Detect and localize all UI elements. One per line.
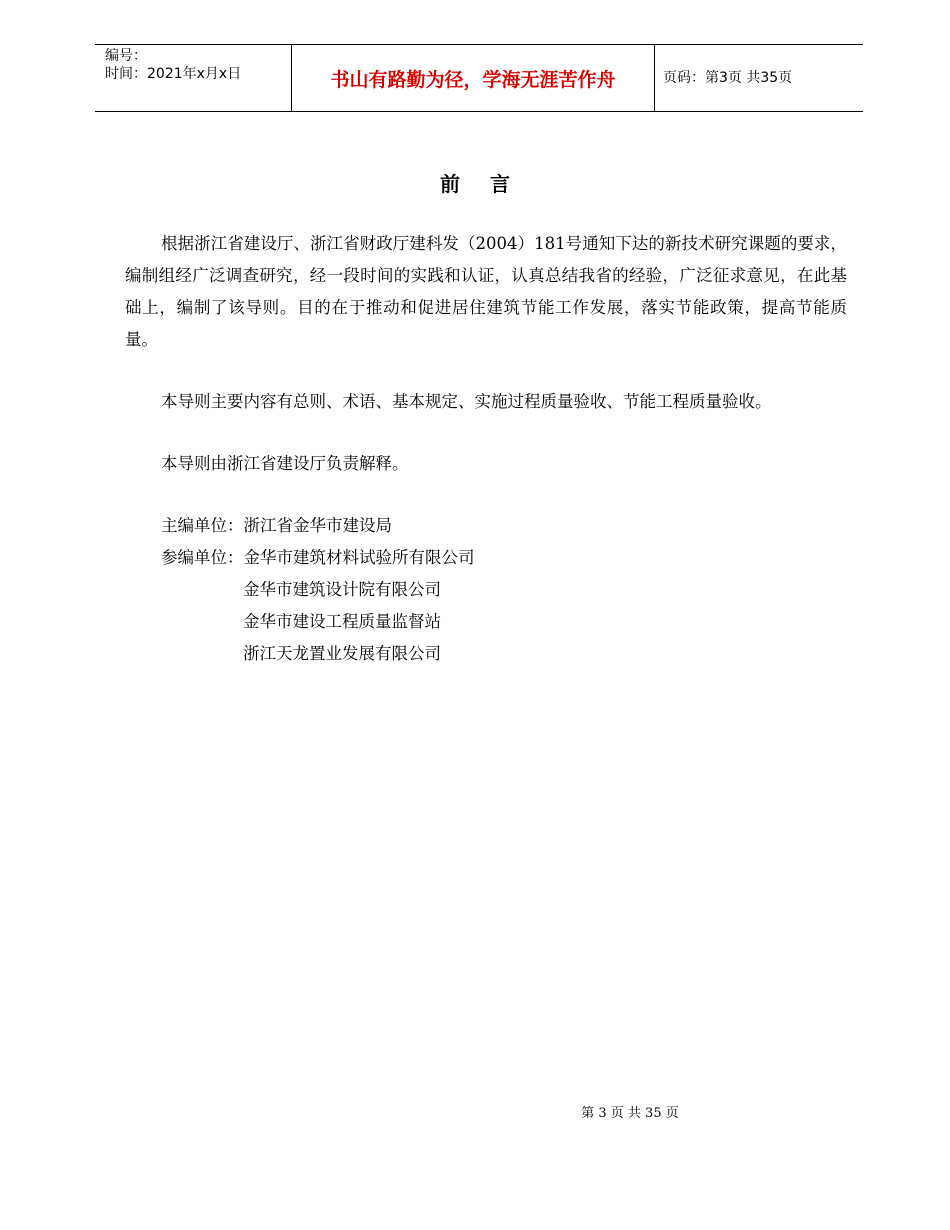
header-page-code: 页码：第3页 共35页	[663, 70, 793, 86]
document-number-label: 编号：	[105, 48, 147, 64]
page-footer: 第 3 页 共 35 页	[581, 1106, 679, 1121]
paragraph-contents: 本导则主要内容有总则、术语、基本规定、实施过程质量验收、节能工程质量验收。	[161, 392, 772, 411]
paragraph-interpretation: 本导则由浙江省建设厅负责解释。	[161, 454, 409, 473]
page-title: 前言	[440, 172, 540, 196]
participant-unit: 浙江天龙置业发展有限公司	[243, 644, 441, 663]
units-list	[125, 510, 847, 670]
participant-unit: 金华市建筑设计院有限公司	[243, 580, 441, 599]
participant-unit: 金华市建设工程质量监督站	[243, 612, 441, 631]
document-body	[125, 228, 847, 670]
document-date-label: 时间：2021年x月x日	[105, 66, 242, 82]
chief-unit: 主编单位：浙江省金华市建设局	[161, 516, 392, 535]
header-motto: 书山有路勤为径，学海无涯苦作舟	[291, 45, 655, 111]
header-meta	[105, 47, 285, 83]
participant-unit: 参编单位：金华市建筑材料试验所有限公司	[161, 548, 475, 567]
page-header	[95, 44, 863, 112]
paragraph-intro: 根据浙江省建设厅、浙江省财政厅建科发（2004）181号通知下达的新技术研究课题的要求，编制组经广泛调查研究，经一段时间的实践和认证，认真总结我省的经验，广泛征求意见，在此基础上，编制了该导则。目的在于推动和促进居住建筑节能工作发展，落实节能政策，提高节能质量。	[125, 234, 847, 349]
